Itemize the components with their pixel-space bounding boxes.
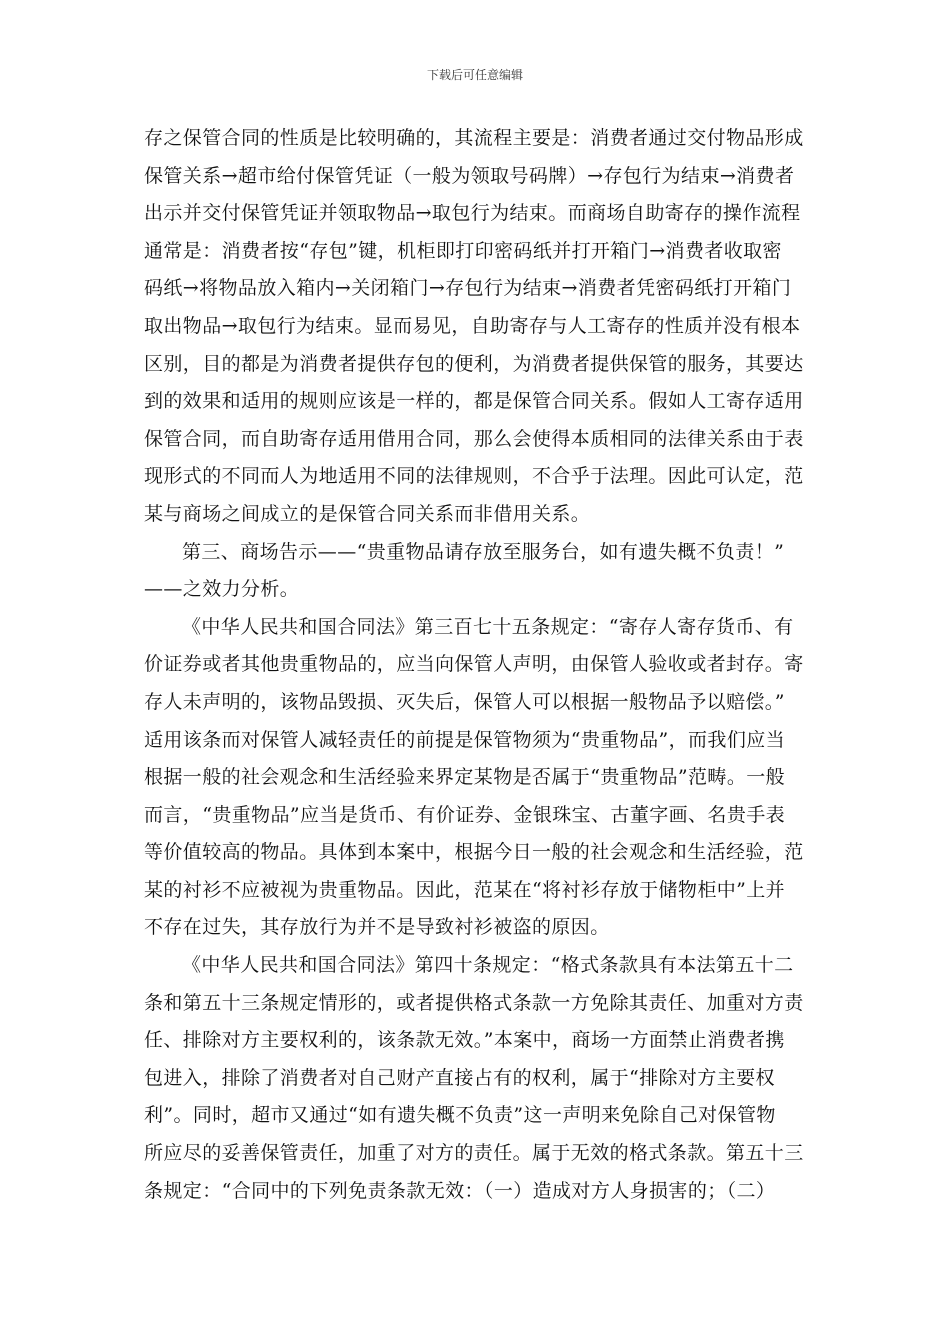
text-line: 存之保管合同的性质是比较明确的，其流程主要是：消费者通过交付物品形成 [144,127,804,149]
text-line: 现形式的不同而人为地适用不同的法律规则，不合乎于法理。因此可认定，范 [144,465,804,488]
text-line: 通常是：消费者按“存包”键，机柜即打印密码纸并打开箱门→消费者收取密 [144,239,782,262]
text-line: 出示并交付保管凭证并领取物品→取包行为结束。而商场自助寄存的操作流程 [144,202,801,225]
text-line: 《中华人民共和国合同法》第三百七十五条规定：“寄存人寄存货币、有 [182,615,794,638]
text-line: 码纸→将物品放入箱内→关闭箱门→存包行为结束→消费者凭密码纸打开箱门 [144,277,792,300]
text-line: 利”。同时，超市又通过“如有遗失概不负责”这一声明来免除自己对保管物 [144,1104,776,1127]
text-line: 某的衬衫不应被视为贵重物品。因此，范某在“将衬衫存放于储物柜中”上并 [144,878,786,901]
text-line: 某与商场之间成立的是保管合同关系而非借用关系。 [144,502,591,525]
text-line: 保管合同，而自助寄存适用借用合同，那么会使得本质相同的法律关系由于表 [144,427,804,450]
text-line: 价证券或者其他贵重物品的，应当向保管人声明，由保管人验收或者封存。寄 [144,653,804,676]
text-line: 区别，目的都是为消费者提供存包的便利，为消费者提供保管的服务，其要达 [144,352,804,375]
text-line: 适用该条而对保管人减轻责任的前提是保管物须为“贵重物品”，而我们应当 [144,728,786,751]
body-text [144,120,808,1210]
text-line: 第三、商场告示——“贵重物品请存放至服务台，如有遗失概不负责！” [182,540,785,563]
text-line: 存人未声明的，该物品毁损、灭失后，保管人可以根据一般物品予以赔偿。” [144,690,785,713]
text-line: 取出物品→取包行为结束。显而易见，自助寄存与人工寄存的性质并没有根本 [144,314,801,337]
page-header: 下载后可任意编辑 [426,68,523,82]
text-line: 根据一般的社会观念和生活经验来界定某物是否属于“贵重物品”范畴。一般 [144,766,786,789]
text-line: 到的效果和适用的规则应该是一样的，都是保管合同关系。假如人工寄存适用 [144,390,804,413]
text-line: 条和第五十三条规定情形的，或者提供格式条款一方免除其责任、加重对方责 [144,991,804,1014]
text-line: 《中华人民共和国合同法》第四十条规定：“格式条款具有本法第五十二 [182,954,794,977]
text-line: 包进入，排除了消费者对自己财产直接占有的权利，属于“排除对方主要权 [144,1066,775,1089]
text-line: 等价值较高的物品。具体到本案中，根据今日一般的社会观念和生活经验，范 [144,841,804,864]
text-line: 而言，“贵重物品”应当是货币、有价证券、金银珠宝、古董字画、名贵手表 [144,803,786,826]
text-line: 所应尽的妥善保管责任，加重了对方的责任。属于无效的格式条款。第五十三 [144,1142,804,1165]
text-line: 不存在过失，其存放行为并不是导致衬衫被盗的原因。 [144,916,610,939]
text-line: ——之效力分析。 [144,578,300,601]
text-line: 保管关系→超市给付保管凭证（一般为领取号码牌）→存包行为结束→消费者 [144,164,795,187]
text-line: 条规定：“合同中的下列免责条款无效：（一）造成对方人身损害的；（二） [144,1179,776,1202]
text-line: 任、排除对方主要权利的，该条款无效。”本案中，商场一方面禁止消费者携 [144,1029,785,1052]
